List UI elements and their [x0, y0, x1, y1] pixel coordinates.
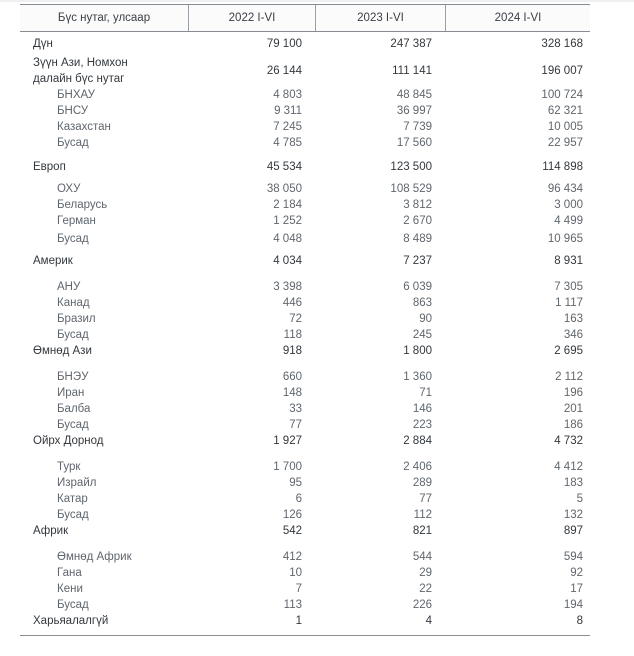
- table-row: [20, 36, 590, 52]
- cell-2022: 77: [289, 419, 302, 431]
- row-label: [20, 385, 188, 401]
- cell-2022: 118: [283, 329, 302, 341]
- row-label: [20, 491, 188, 507]
- row-label-text: Харьяалалгүй: [33, 615, 109, 627]
- cell-2024: 100 724: [541, 89, 583, 101]
- row-label: [20, 417, 188, 433]
- table-row: [20, 491, 590, 507]
- cell-2023: 2 884: [403, 435, 432, 447]
- cell-2022: 126: [282, 509, 302, 521]
- row-label: [20, 597, 188, 613]
- cell-2022: 79 100: [266, 38, 302, 50]
- table-row: [20, 295, 590, 311]
- row-label-text: БНСУ: [57, 105, 89, 117]
- cell-2023: 247 387: [390, 38, 432, 50]
- cell-2023: 8 489: [403, 233, 432, 245]
- cell-2023: 289: [412, 477, 432, 489]
- row-label: [20, 565, 188, 581]
- cell-2023: 2 670: [403, 215, 432, 227]
- row-label: [20, 311, 188, 327]
- cell-2022: 1 252: [273, 215, 302, 227]
- row-label-text: Иран: [57, 387, 85, 399]
- table-row: [20, 197, 590, 213]
- cell-2023: 17 560: [396, 137, 432, 149]
- row-label-text: Өмнөд Африк: [57, 551, 132, 563]
- cell-2024: 1 117: [555, 297, 583, 309]
- row-label-text: БНХАУ: [57, 89, 95, 101]
- row-label: [20, 103, 188, 119]
- row-label-text: АНУ: [57, 281, 81, 293]
- cell-2024: 183: [563, 477, 583, 489]
- cell-2022: 3 398: [273, 281, 302, 293]
- cell-2023: 29: [419, 567, 432, 579]
- cell-2022: 2 184: [273, 199, 302, 211]
- row-label: [20, 507, 188, 523]
- cell-2023: 863: [412, 297, 432, 309]
- cell-2024: 328 168: [541, 38, 583, 50]
- row-label: [20, 181, 188, 197]
- row-label: [20, 401, 188, 417]
- table-row: [20, 343, 590, 359]
- header-year-col-2022: 2022 I-VI: [188, 5, 315, 31]
- table-row: [20, 87, 590, 103]
- table-row: [20, 119, 590, 135]
- cell-2024: 132: [563, 509, 583, 521]
- cell-2024: 163: [563, 313, 583, 325]
- table-row: [20, 181, 590, 197]
- top-edge-divider: [0, 0, 634, 2]
- row-label-text: Европ: [33, 161, 66, 173]
- cell-2024: 194: [563, 599, 583, 611]
- cell-2022: 918: [282, 345, 302, 357]
- row-label-text: Африк: [33, 525, 69, 537]
- row-label-text: Канад: [57, 297, 90, 309]
- cell-2023: 112: [413, 509, 432, 521]
- cell-2023: 108 529: [390, 183, 432, 195]
- row-label-text: Бусад: [57, 599, 89, 611]
- cell-2024: 346: [563, 329, 583, 341]
- row-label-text: Америк: [33, 255, 73, 267]
- cell-2024: 17: [570, 583, 583, 595]
- cell-2024: 897: [563, 525, 583, 537]
- cell-2024: 62 321: [547, 105, 583, 117]
- row-label-text: Гана: [57, 567, 82, 579]
- cell-2024: 8: [576, 615, 583, 627]
- row-label: [20, 213, 188, 229]
- row-label-text: Бусад: [57, 509, 89, 521]
- row-label: [20, 523, 188, 539]
- cell-2022: 7 245: [273, 121, 302, 133]
- row-label-text: Бусад: [57, 137, 89, 149]
- table-row: [20, 135, 590, 151]
- row-label: [20, 231, 188, 247]
- cell-2022: 26 144: [266, 65, 302, 77]
- row-label-text: Катар: [57, 493, 88, 505]
- row-label: [20, 343, 188, 359]
- row-label: [20, 135, 188, 151]
- cell-2022: 4 803: [273, 89, 302, 101]
- table-row: [20, 159, 590, 175]
- header-year-col-2023: 2023 I-VI: [315, 5, 445, 31]
- table-row: [20, 613, 590, 629]
- cell-2022: 148: [282, 387, 302, 399]
- row-label-text: Израйл: [57, 477, 97, 489]
- row-label-text: БНЭУ: [57, 371, 89, 383]
- row-label-text: Беларусь: [57, 199, 108, 211]
- row-label: [20, 197, 188, 213]
- table-row: [20, 55, 590, 87]
- cell-2023: 1 360: [403, 371, 432, 383]
- report-table: [20, 4, 590, 636]
- table-row: [20, 369, 590, 385]
- cell-2022: 4 048: [273, 233, 302, 245]
- table-row: [20, 459, 590, 475]
- cell-2024: 2 695: [554, 345, 583, 357]
- row-label-text: Бусад: [57, 419, 89, 431]
- cell-2024: 4 412: [554, 461, 583, 473]
- cell-2023: 3 812: [403, 199, 432, 211]
- cell-2022: 542: [282, 525, 302, 537]
- cell-2022: 446: [282, 297, 302, 309]
- row-label: [20, 613, 188, 629]
- cell-2024: 10 005: [547, 121, 583, 133]
- table-row: [20, 385, 590, 401]
- cell-2024: 196 007: [541, 65, 583, 77]
- table-row: [20, 417, 590, 433]
- row-label: [20, 433, 188, 449]
- cell-2023: 111 141: [392, 65, 432, 77]
- row-label-text: Зүүн Ази, Номхон далайн бүс нутаг: [33, 57, 128, 85]
- row-label-text: Бусад: [57, 233, 89, 245]
- cell-2022: 9 311: [274, 105, 302, 117]
- cell-2023: 245: [412, 329, 432, 341]
- cell-2023: 7 237: [403, 255, 432, 267]
- cell-2022: 412: [282, 551, 302, 563]
- cell-2024: 3 000: [554, 199, 583, 211]
- header-year-col-2024: 2024 I-VI: [445, 5, 590, 31]
- table-row: [20, 549, 590, 565]
- cell-2023: 71: [419, 387, 432, 399]
- cell-2023: 77: [419, 493, 432, 505]
- row-label-text: Турк: [57, 461, 81, 473]
- cell-2024: 594: [563, 551, 583, 563]
- row-label: [20, 295, 188, 311]
- cell-2022: 72: [289, 313, 302, 325]
- table-body: [20, 32, 590, 636]
- table-row: [20, 327, 590, 343]
- cell-2024: 8 931: [554, 255, 583, 267]
- table-row: [20, 523, 590, 539]
- cell-2023: 7 739: [403, 121, 432, 133]
- row-label: [20, 549, 188, 565]
- table-row: [20, 279, 590, 295]
- cell-2022: 38 050: [266, 183, 302, 195]
- table-row: [20, 401, 590, 417]
- row-label: [20, 459, 188, 475]
- row-label: [20, 581, 188, 597]
- row-label-text: Ойрх Дорнод: [33, 435, 104, 447]
- cell-2023: 821: [412, 525, 432, 537]
- cell-2023: 1 800: [403, 345, 432, 357]
- row-label-text: Бусад: [57, 329, 89, 341]
- table-row: [20, 213, 590, 229]
- cell-2024: 92: [570, 567, 583, 579]
- cell-2024: 10 965: [547, 233, 583, 245]
- row-label: [20, 36, 188, 52]
- cell-2024: 5: [576, 493, 583, 505]
- row-label: [20, 475, 188, 491]
- table-row: [20, 475, 590, 491]
- cell-2024: 96 434: [547, 183, 583, 195]
- cell-2024: 4 499: [554, 215, 583, 227]
- cell-2023: 2 406: [403, 461, 432, 473]
- cell-2022: 10: [289, 567, 302, 579]
- row-label-text: Өмнөд Ази: [33, 345, 92, 357]
- cell-2024: 7 305: [554, 281, 583, 293]
- cell-2023: 123 500: [390, 161, 432, 173]
- table-row: [20, 231, 590, 247]
- cell-2022: 660: [282, 371, 302, 383]
- table-header: [20, 4, 590, 32]
- row-label-text: Бразил: [57, 313, 96, 325]
- cell-2022: 95: [289, 477, 302, 489]
- row-label: [20, 327, 188, 343]
- table-row: [20, 565, 590, 581]
- row-label: [20, 369, 188, 385]
- table-row: [20, 581, 590, 597]
- row-label: [20, 119, 188, 135]
- cell-2024: 186: [563, 419, 583, 431]
- row-label-text: Герман: [57, 215, 96, 227]
- cell-2024: 2 112: [555, 371, 583, 383]
- row-label-text: Балба: [57, 403, 91, 415]
- cell-2023: 223: [412, 419, 432, 431]
- cell-2022: 1 927: [273, 435, 302, 447]
- row-label: [20, 87, 188, 103]
- cell-2023: 4: [425, 615, 432, 627]
- row-label: [20, 159, 188, 175]
- row-label-text: Казахстан: [57, 121, 111, 133]
- table-row: [20, 311, 590, 327]
- table-row: [20, 253, 590, 269]
- cell-2023: 6 039: [403, 281, 432, 293]
- cell-2022: 4 034: [273, 255, 302, 267]
- row-label: [20, 279, 188, 295]
- cell-2022: 33: [289, 403, 302, 415]
- table-row: [20, 103, 590, 119]
- cell-2022: 1: [295, 615, 302, 627]
- cell-2023: 90: [419, 313, 432, 325]
- table-row: [20, 433, 590, 449]
- cell-2022: 7: [295, 583, 302, 595]
- row-label-text: Дүн: [33, 38, 53, 50]
- header-region-col: Бүс нутаг, улсаар: [57, 12, 151, 24]
- cell-2024: 4 732: [554, 435, 583, 447]
- cell-2023: 36 997: [396, 105, 432, 117]
- cell-2023: 226: [412, 599, 432, 611]
- cell-2024: 201: [563, 403, 583, 415]
- cell-2024: 114 898: [542, 161, 583, 173]
- cell-2024: 196: [563, 387, 583, 399]
- cell-2023: 48 845: [396, 89, 432, 101]
- table-row: [20, 597, 590, 613]
- cell-2022: 1 700: [273, 461, 302, 473]
- cell-2022: 45 534: [266, 161, 302, 173]
- cell-2023: 22: [419, 583, 432, 595]
- cell-2022: 113: [283, 599, 302, 611]
- cell-2023: 544: [412, 551, 432, 563]
- table-row: [20, 507, 590, 523]
- cell-2024: 22 957: [547, 137, 583, 149]
- row-label-text: Кени: [57, 583, 83, 595]
- cell-2022: 4 785: [273, 137, 302, 149]
- cell-2023: 146: [412, 403, 432, 415]
- row-label: [20, 55, 188, 87]
- cell-2022: 6: [295, 493, 302, 505]
- row-label-text: ОХУ: [57, 183, 81, 195]
- row-label: [20, 253, 188, 269]
